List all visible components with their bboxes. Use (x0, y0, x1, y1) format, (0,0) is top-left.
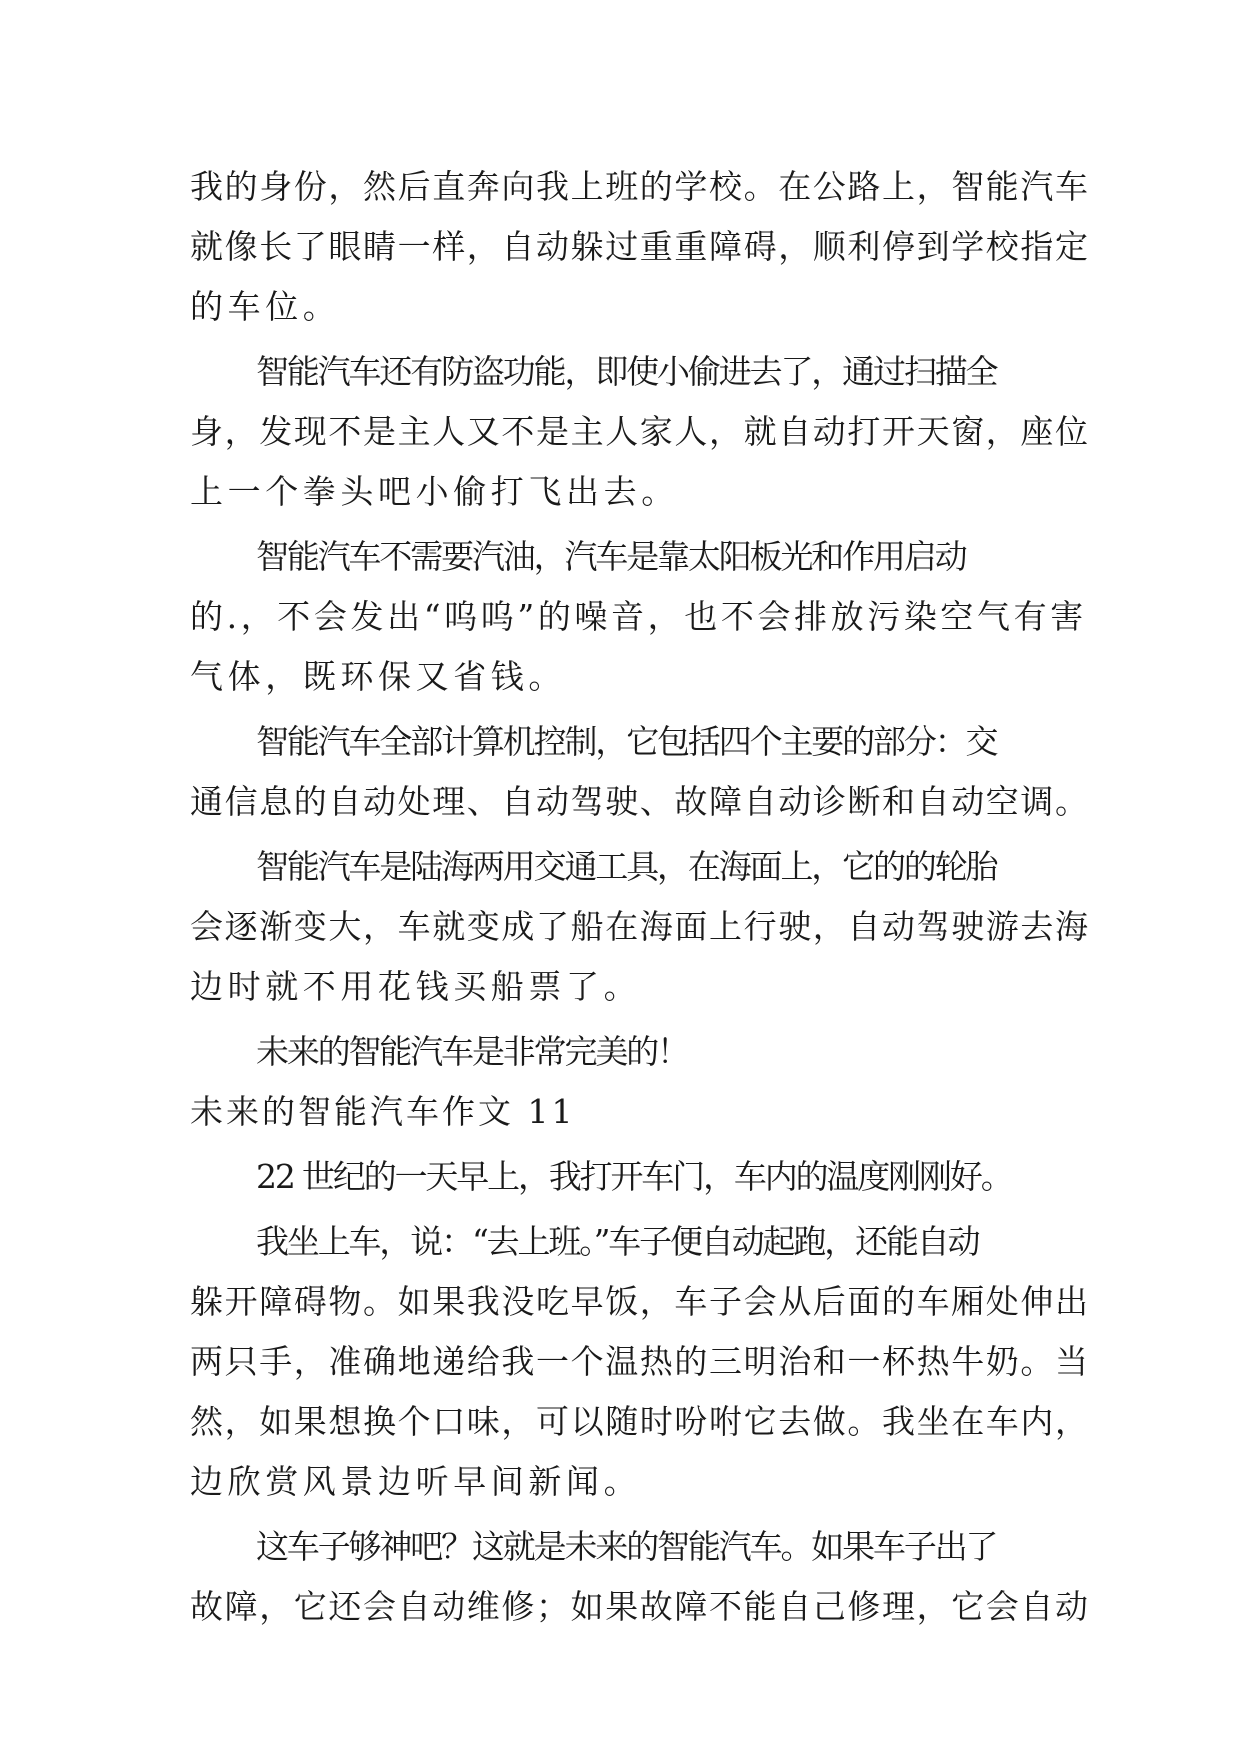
text-line: 躲开障碍物。如果我没吃早饭，车子会从后面的车厢处伸出 (190, 1282, 1090, 1321)
text-line: 就像长了眼睛一样，自动躲过重重障碍，顺利停到学校指定 (190, 227, 1090, 266)
paragraph-first-line: 未来的智能汽车是非常完美的！ (256, 1032, 688, 1071)
text-line: 然，如果想换个口味，可以随时吩咐它去做。我坐在车内， (190, 1402, 1090, 1441)
section-heading: 未来的智能汽车作文 11 (190, 1092, 576, 1131)
text-line: 边欣赏风景边听早间新闻。 (190, 1462, 642, 1501)
text-line: 身，发现不是主人又不是主人家人，就自动打开天窗，座位 (190, 412, 1090, 451)
text-line: 的车位。 (190, 287, 341, 326)
text-line: 我的身份，然后直奔向我上班的学校。在公路上，智能汽车 (190, 167, 1090, 206)
paragraph-first-line: 智能汽车还有防盗功能，即使小偷进去了，通过扫描全 (256, 352, 997, 391)
text-line: 故障，它还会自动维修；如果故障不能自己修理，它会自动 (190, 1587, 1090, 1626)
paragraph-first-line: 智能汽车不需要汽油，汽车是靠太阳板光和作用启动 (256, 537, 966, 576)
paragraph-first-line: 22 世纪的一天早上，我打开车门，车内的温度刚刚好。 (256, 1157, 1012, 1196)
text-line: 上一个拳头吧小偷打飞出去。 (190, 472, 679, 511)
text-line: 两只手，准确地递给我一个温热的三明治和一杯热牛奶。当 (190, 1342, 1090, 1381)
text-line: 会逐渐变大，车就变成了船在海面上行驶，自动驾驶游去海 (190, 907, 1090, 946)
text-line: 通信息的自动处理、自动驾驶、故障自动诊断和自动空调。 (190, 782, 1090, 821)
text-line: 的.，不会发出“呜呜”的噪音，也不会排放污染空气有害 (190, 597, 1087, 636)
text-line: 边时就不用花钱买船票了。 (190, 967, 642, 1006)
paragraph-first-line: 这车子够神吧？这就是未来的智能汽车。如果车子出了 (256, 1527, 997, 1566)
paragraph-first-line: 智能汽车全部计算机控制，它包括四个主要的部分：交 (256, 722, 997, 761)
paragraph-first-line: 智能汽车是陆海两用交通工具，在海面上，它的的轮胎 (256, 847, 997, 886)
paragraph-first-line: 我坐上车，说：“去上班。”车子便自动起跑，还能自动 (256, 1222, 979, 1261)
text-line: 气体，既环保又省钱。 (190, 657, 566, 696)
